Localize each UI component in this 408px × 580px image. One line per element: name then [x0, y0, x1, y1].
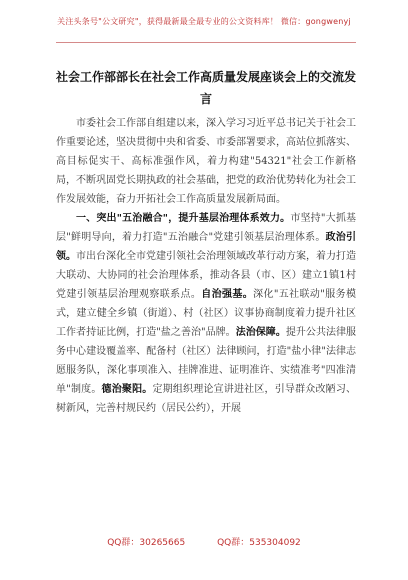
moral-governance-text: 定期组织理论宣讲进社区，引导群众改陋习、树新风，完善村规民约（居民公约），开展 [56, 384, 357, 414]
moral-governance-label: 德治聚阳。 [101, 384, 153, 395]
header-divider [56, 42, 356, 43]
section-1-paragraph [56, 209, 356, 418]
document-body [56, 114, 356, 418]
footer-qq-group-2: QQ群：535304092 [217, 538, 301, 548]
header-banner: 关注头条号"公文研究"，获得最新最全最专业的公文资料库！ 微信：gongwenyj [57, 17, 351, 26]
footer-qq-group-1: QQ群：30265665 [107, 538, 186, 548]
rule-of-law-label: 法治保障。 [235, 327, 286, 338]
political-lead-text: 市出台深化全市党建引领社会治理领域改革行动方案，着力打造大联动、大协同的社会治理体系，推动各县（市、区）建立1镇1村党建引领基层治理观察联系点。 [56, 251, 356, 300]
intro-paragraph: 市委社会工作部自组建以来，深入学习习近平总书记关于社会工作重要论述，坚决贯彻中央和省委、市委部署要求，高站位抓落实、高目标促实干、高标准强作风，着力构建"54321"社会工作新格局，不断巩固党长期执政的社会基础，把党的政治优势转化为社会工作发展效能，奋力开拓社会工作高质量发展新局面。 [56, 118, 356, 205]
autonomy-label: 自治强基。 [201, 289, 254, 300]
section-1-lead: 市坚持"大抓基层"鲜明导向，着力打造"五治融合"党建引领基层治理体系。 [56, 213, 356, 243]
document-title: 社会工作部部长在社会工作高质量发展座谈会上的交流发言 [56, 70, 357, 106]
section-1-heading: 一、突出"五治融合"，提升基层治理体系效力。 [76, 213, 291, 224]
rule-of-law-text: 提升公共法律服务中心建设覆盖率、配备村（社区）法律顾问，打造"盐小律"法律志愿服务队，深化事项准入、挂牌准进、证明准许、实绩准考"四准清单"制度。 [56, 327, 357, 395]
footer [0, 535, 408, 548]
autonomy-text: 深化"五社联动"服务模式，建立健全乡镇（街道）、村（社区）议事协商制度着力提升社区工作者持证比例，打造"盐之善治"品牌。 [56, 289, 357, 338]
political-lead-label: 政治引领。 [56, 232, 356, 262]
